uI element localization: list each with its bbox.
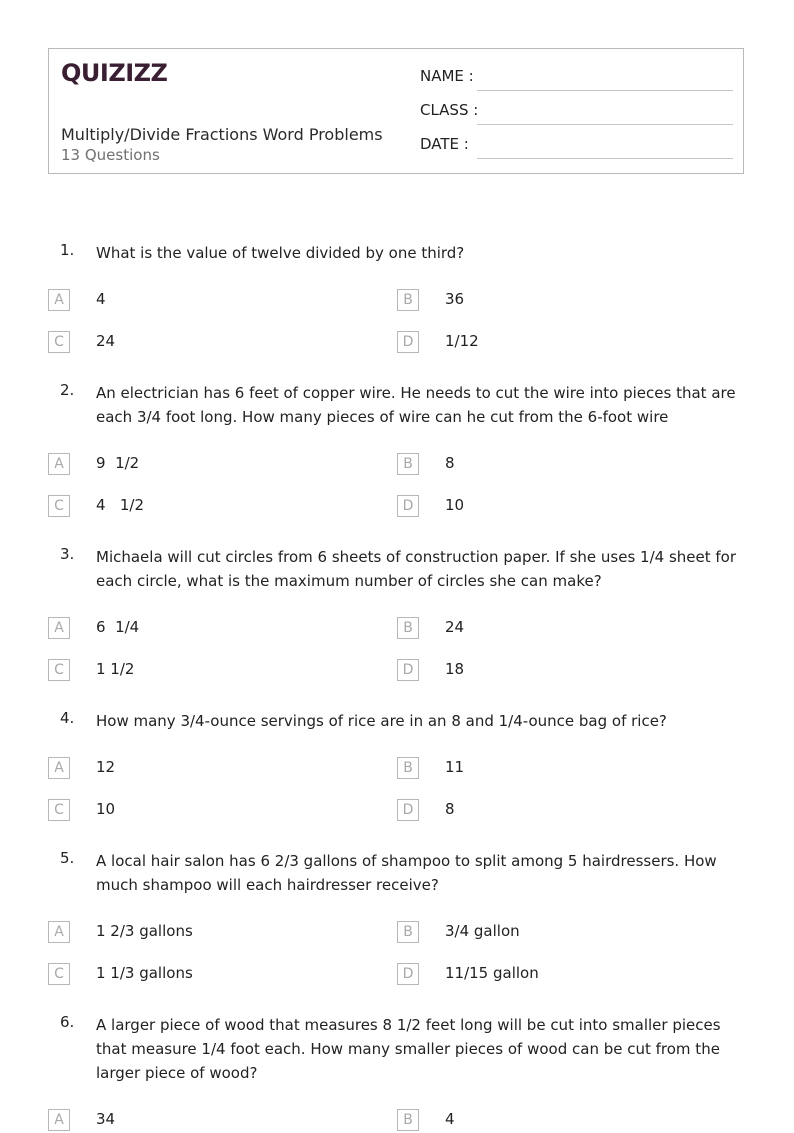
option-letter-box[interactable]: C: [48, 963, 70, 985]
option-letter-box[interactable]: A: [48, 921, 70, 943]
question-number: 5.: [60, 849, 75, 867]
date-line[interactable]: [477, 158, 733, 159]
option-text: 1 1/2: [96, 660, 135, 678]
option-letter-box[interactable]: A: [48, 289, 70, 311]
date-label: DATE :: [420, 135, 469, 153]
option-text: 10: [96, 800, 116, 818]
option-text: 11/15 gallon: [445, 964, 539, 982]
worksheet-title: Multiply/Divide Fractions Word Problems: [61, 125, 383, 144]
question-number: 1.: [60, 241, 75, 259]
option-letter-box[interactable]: B: [397, 921, 419, 943]
option-text: 11: [445, 758, 465, 776]
option-letter-box[interactable]: D: [397, 331, 419, 353]
option-letter-box[interactable]: A: [48, 453, 70, 475]
option-text: 6 1/4: [96, 618, 140, 636]
option-letter-box[interactable]: B: [397, 617, 419, 639]
option-letter-box[interactable]: B: [397, 1109, 419, 1131]
option-letter-box[interactable]: D: [397, 659, 419, 681]
option-letter-box[interactable]: C: [48, 495, 70, 517]
name-line[interactable]: [477, 90, 733, 91]
option-letter-box[interactable]: D: [397, 495, 419, 517]
class-line[interactable]: [477, 124, 733, 125]
question-count: 13 Questions: [61, 146, 160, 164]
option-letter-box[interactable]: B: [397, 289, 419, 311]
option-text: 4: [445, 1110, 455, 1128]
option-letter-box[interactable]: C: [48, 331, 70, 353]
question-text: A local hair salon has 6 2/3 gallons of shampoo to split among 5 hairdressers. How much shampoo will each hairdresser receive?: [96, 852, 717, 894]
option-text: 10: [445, 496, 465, 514]
question-text: Michaela will cut circles from 6 sheets of construction paper. If she uses 1/4 sheet for each circle, what is the maximum number of circles she can make?: [96, 548, 737, 590]
option-text: 24: [445, 618, 465, 636]
date-field[interactable]: [420, 133, 733, 159]
option-letter-box[interactable]: A: [48, 757, 70, 779]
question-number: 2.: [60, 381, 75, 399]
option-text: 8: [445, 800, 455, 818]
option-text: 4 1/2: [96, 496, 144, 514]
option-letter-box[interactable]: C: [48, 799, 70, 821]
option-letter-box[interactable]: A: [48, 1109, 70, 1131]
option-text: 8: [445, 454, 455, 472]
option-text: 36: [445, 290, 465, 308]
option-letter-box[interactable]: D: [397, 799, 419, 821]
class-field[interactable]: [420, 99, 733, 125]
option-letter-box[interactable]: A: [48, 617, 70, 639]
question-text: What is the value of twelve divided by one third?: [96, 244, 465, 262]
question-number: 6.: [60, 1013, 75, 1031]
option-text: 18: [445, 660, 465, 678]
question-text: A larger piece of wood that measures 8 1/2 feet long will be cut into smaller pieces that measure 1/4 foot each. How many smaller pieces of wood can be cut from the larger piece of wood?: [96, 1016, 721, 1082]
question-number: 4.: [60, 709, 75, 727]
option-text: 4: [96, 290, 106, 308]
quizizz-logo: QUIZIZZ: [61, 59, 168, 87]
option-text: 12: [96, 758, 116, 776]
option-text: 1 2/3 gallons: [96, 922, 193, 940]
question-number: 3.: [60, 545, 75, 563]
option-letter-box[interactable]: B: [397, 757, 419, 779]
name-field[interactable]: [420, 65, 733, 91]
option-text: 9 1/2: [96, 454, 140, 472]
question-text: An electrician has 6 feet of copper wire. He needs to cut the wire into pieces that are each 3/4 foot long. How many pieces of wire can he cut from the 6-foot wire: [96, 384, 736, 426]
option-letter-box[interactable]: D: [397, 963, 419, 985]
class-label: CLASS :: [420, 101, 479, 119]
option-text: 1 1/3 gallons: [96, 964, 193, 982]
option-text: 1/12: [445, 332, 479, 350]
option-letter-box[interactable]: B: [397, 453, 419, 475]
option-text: 3/4 gallon: [445, 922, 520, 940]
option-letter-box[interactable]: C: [48, 659, 70, 681]
worksheet-header: [48, 48, 744, 174]
name-label: NAME :: [420, 67, 474, 85]
option-text: 34: [96, 1110, 116, 1128]
option-text: 24: [96, 332, 116, 350]
question-text: How many 3/4-ounce servings of rice are in an 8 and 1/4-ounce bag of rice?: [96, 712, 667, 730]
